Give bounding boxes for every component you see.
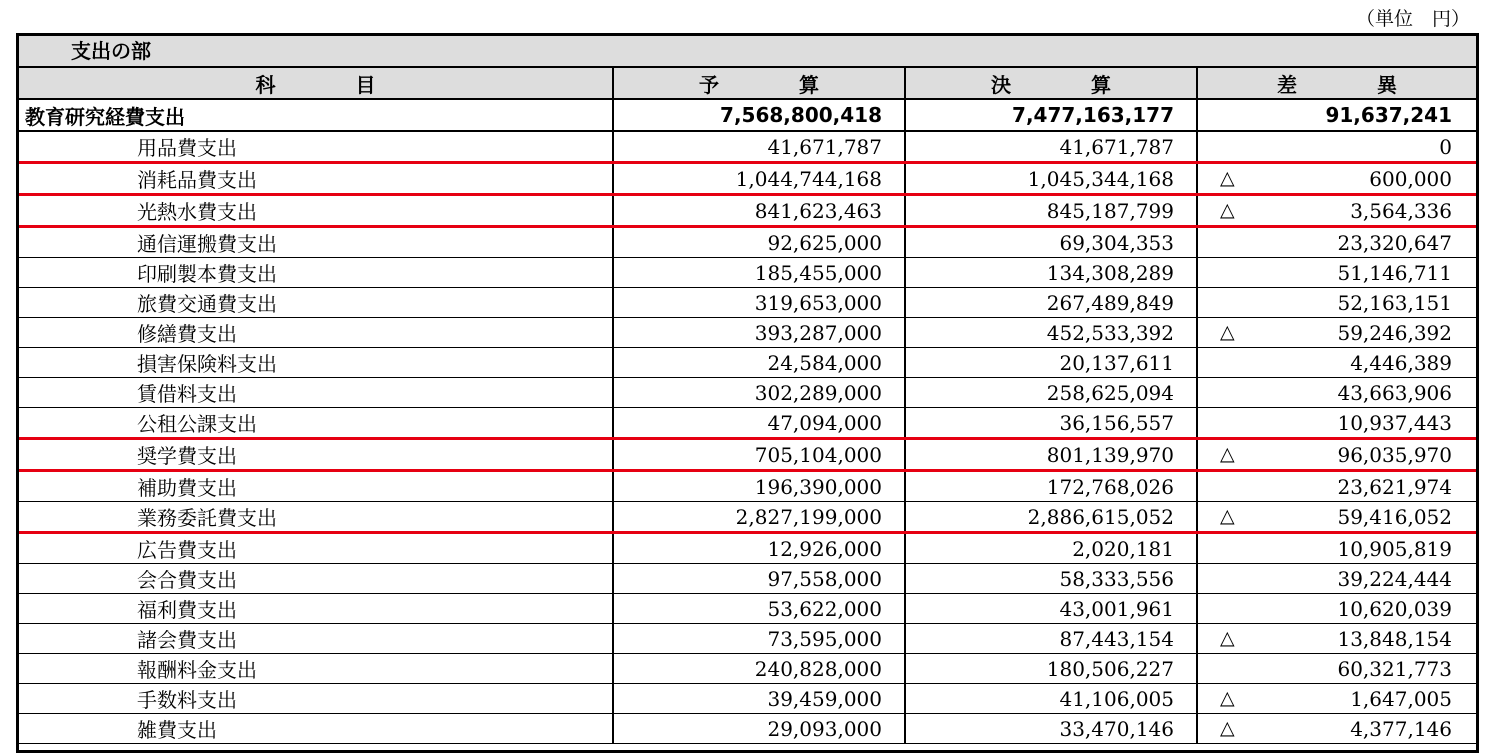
difference-value: 43,663,906 (1337, 380, 1452, 405)
difference-value: 4,446,389 (1350, 350, 1452, 375)
row-subject: 損害保険料支出 (19, 348, 613, 378)
difference-value: 23,320,647 (1337, 230, 1452, 255)
row-difference (1197, 408, 1476, 439)
difference-value: 10,937,443 (1337, 410, 1452, 435)
row-actual: 43,001,961 (905, 594, 1197, 624)
row-difference (1197, 533, 1476, 564)
row-subject: 福利費支出 (19, 594, 613, 624)
difference-value: 96,035,970 (1337, 442, 1452, 467)
row-budget: 7,568,800,418 (613, 99, 905, 131)
row-budget: 196,390,000 (613, 471, 905, 502)
difference-value: 13,848,154 (1337, 626, 1452, 651)
difference-value: 4,377,146 (1350, 716, 1452, 741)
row-budget: 185,455,000 (613, 258, 905, 288)
row-budget: 97,558,000 (613, 564, 905, 594)
difference-value: 52,163,151 (1337, 290, 1452, 315)
negative-mark-icon: △ (1220, 505, 1235, 527)
row-subject: 修繕費支出 (19, 318, 613, 348)
row-budget: 393,287,000 (613, 318, 905, 348)
row-budget: 240,828,000 (613, 654, 905, 684)
table-row (19, 378, 1476, 408)
row-subject: 補助費支出 (19, 471, 613, 502)
table-row (19, 502, 1476, 533)
row-actual: 20,137,611 (905, 348, 1197, 378)
section-title: 支出の部 (19, 36, 1476, 68)
row-subject: 通信運搬費支出 (19, 227, 613, 258)
negative-mark-icon: △ (1220, 443, 1235, 465)
row-budget: 24,584,000 (613, 348, 905, 378)
negative-mark-icon: △ (1220, 321, 1235, 343)
table-row (19, 624, 1476, 654)
table-row (19, 348, 1476, 378)
row-budget: 705,104,000 (613, 439, 905, 471)
row-subject: 業務委託費支出 (19, 502, 613, 533)
row-budget: 1,044,744,168 (613, 163, 905, 195)
row-actual: 33,470,146 (905, 714, 1197, 744)
difference-value: 10,620,039 (1337, 596, 1452, 621)
difference-value: 1,647,005 (1350, 686, 1452, 711)
negative-mark-icon: △ (1220, 687, 1235, 709)
row-subject: 公租公課支出 (19, 408, 613, 439)
row-difference (1197, 288, 1476, 318)
table-row (19, 258, 1476, 288)
header-budget: 予 算 (613, 68, 905, 99)
row-subject: 教育研究経費支出 (19, 99, 613, 131)
difference-value: 600,000 (1369, 166, 1452, 191)
row-subject: 諸会費支出 (19, 624, 613, 654)
row-budget: 841,623,463 (613, 195, 905, 227)
row-difference (1197, 471, 1476, 502)
row-budget: 2,827,199,000 (613, 502, 905, 533)
row-subject: 雑費支出 (19, 714, 613, 744)
table-row (19, 471, 1476, 502)
row-actual: 7,477,163,177 (905, 99, 1197, 131)
row-difference (1197, 195, 1476, 227)
row-budget: 53,622,000 (613, 594, 905, 624)
table-row (19, 564, 1476, 594)
difference-value: 0 (1439, 134, 1452, 159)
row-difference (1197, 564, 1476, 594)
row-budget: 41,671,787 (613, 131, 905, 163)
row-difference (1197, 714, 1476, 744)
row-actual: 41,106,005 (905, 684, 1197, 714)
difference-value: 59,246,392 (1337, 320, 1452, 345)
expenditure-table (19, 68, 1476, 744)
row-subject: 用品費支出 (19, 131, 613, 163)
row-actual: 2,020,181 (905, 533, 1197, 564)
row-difference (1197, 624, 1476, 654)
table-row (19, 439, 1476, 471)
row-subject: 手数料支出 (19, 684, 613, 714)
table-row (19, 131, 1476, 163)
row-subject: 奨学費支出 (19, 439, 613, 471)
difference-value: 39,224,444 (1337, 566, 1452, 591)
row-actual: 180,506,227 (905, 654, 1197, 684)
negative-mark-icon: △ (1220, 199, 1235, 221)
row-budget: 29,093,000 (613, 714, 905, 744)
row-difference (1197, 99, 1476, 131)
row-subject: 会合費支出 (19, 564, 613, 594)
row-actual: 41,671,787 (905, 131, 1197, 163)
row-budget: 12,926,000 (613, 533, 905, 564)
row-budget: 319,653,000 (613, 288, 905, 318)
row-difference (1197, 502, 1476, 533)
row-difference (1197, 258, 1476, 288)
row-subject: 消耗品費支出 (19, 163, 613, 195)
row-difference (1197, 684, 1476, 714)
table-row (19, 195, 1476, 227)
row-difference (1197, 378, 1476, 408)
row-subject: 賃借料支出 (19, 378, 613, 408)
header-subject: 科 目 (19, 68, 613, 99)
table-row (19, 288, 1476, 318)
row-actual: 801,139,970 (905, 439, 1197, 471)
row-budget: 302,289,000 (613, 378, 905, 408)
row-actual: 172,768,026 (905, 471, 1197, 502)
row-difference (1197, 131, 1476, 163)
difference-value: 23,621,974 (1337, 474, 1452, 499)
row-subject: 広告費支出 (19, 533, 613, 564)
negative-mark-icon: △ (1220, 627, 1235, 649)
difference-value: 59,416,052 (1337, 504, 1452, 529)
negative-mark-icon: △ (1220, 167, 1235, 189)
row-actual: 1,045,344,168 (905, 163, 1197, 195)
row-difference (1197, 654, 1476, 684)
row-budget: 92,625,000 (613, 227, 905, 258)
header-difference: 差 異 (1197, 68, 1476, 99)
row-actual: 36,156,557 (905, 408, 1197, 439)
unit-label: （単位 円） (1355, 8, 1470, 30)
negative-mark-icon: △ (1220, 717, 1235, 739)
table-row (19, 163, 1476, 195)
row-subject: 旅費交通費支出 (19, 288, 613, 318)
row-actual: 845,187,799 (905, 195, 1197, 227)
expenditure-table-frame (16, 33, 1479, 753)
row-difference (1197, 163, 1476, 195)
row-subject: 報酬料金支出 (19, 654, 613, 684)
difference-value: 10,905,819 (1337, 536, 1452, 561)
row-actual: 452,533,392 (905, 318, 1197, 348)
table-row (19, 684, 1476, 714)
row-budget: 39,459,000 (613, 684, 905, 714)
total-row (19, 99, 1476, 131)
row-difference (1197, 318, 1476, 348)
row-actual: 2,886,615,052 (905, 502, 1197, 533)
table-body (19, 99, 1476, 744)
difference-value: 60,321,773 (1337, 656, 1452, 681)
difference-value: 91,637,241 (1325, 103, 1452, 127)
row-difference (1197, 439, 1476, 471)
row-difference (1197, 594, 1476, 624)
table-row (19, 318, 1476, 348)
row-difference (1197, 348, 1476, 378)
table-row (19, 227, 1476, 258)
header-row (19, 68, 1476, 99)
row-difference (1197, 227, 1476, 258)
table-row (19, 408, 1476, 439)
row-budget: 73,595,000 (613, 624, 905, 654)
difference-value: 51,146,711 (1337, 260, 1452, 285)
row-subject: 印刷製本費支出 (19, 258, 613, 288)
header-actual: 決 算 (905, 68, 1197, 99)
row-actual: 134,308,289 (905, 258, 1197, 288)
table-row (19, 654, 1476, 684)
row-budget: 47,094,000 (613, 408, 905, 439)
row-subject: 光熱水費支出 (19, 195, 613, 227)
row-actual: 258,625,094 (905, 378, 1197, 408)
row-actual: 58,333,556 (905, 564, 1197, 594)
row-actual: 87,443,154 (905, 624, 1197, 654)
table-row (19, 533, 1476, 564)
table-row (19, 594, 1476, 624)
table-row (19, 714, 1476, 744)
difference-value: 3,564,336 (1350, 198, 1452, 223)
row-actual: 267,489,849 (905, 288, 1197, 318)
row-actual: 69,304,353 (905, 227, 1197, 258)
